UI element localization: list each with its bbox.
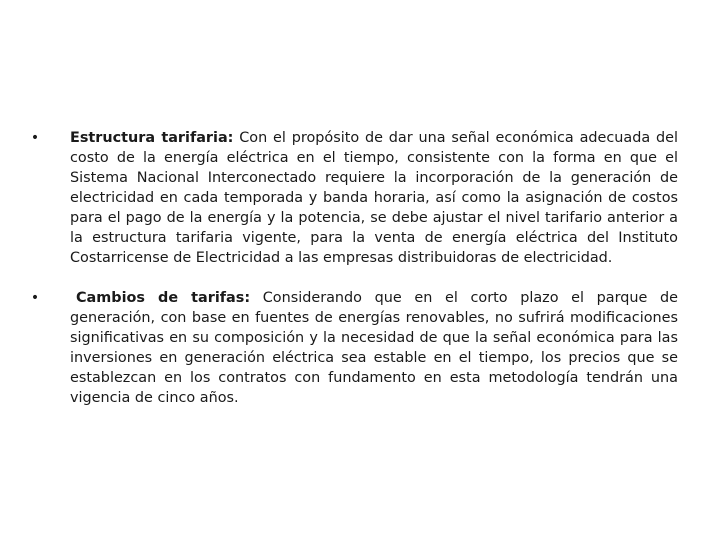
bullet-body: Con el propósito de dar una señal económica adecuada del costo de la energía eléctrica en el tiempo, consistente con la forma en que el Sistema Nacional Interconectado requiere la incorporación de la generación de electricidad en cada temporada y banda horaria, así como la asignación de costos para el pago de la energía y la potencia, se debe ajustar el nivel tarifario anterior a la estructura tarifaria vigente, para la venta de energía eléctrica del Instituto Costarricense de Electricidad a las empresas distribuidoras de electricidad.	[70, 130, 678, 266]
bullet-term: Cambios de tarifas:	[76, 290, 251, 306]
bullet-paragraph	[70, 128, 678, 268]
bullet-list	[28, 128, 678, 428]
bullet-term: Estructura tarifaria:	[70, 130, 234, 146]
bullet-icon: •	[30, 290, 40, 306]
bullet-body: Considerando que en el corto plazo el parque de generación, con base en fuentes de energías renovables, no sufrirá modificaciones significativas en su composición y la necesidad de que la señal económica para las inversiones en generación eléctrica sea estable en el tiempo, los precios que se establezcan en los contratos con fundamento en esta metodología tendrán una vigencia de cinco años.	[70, 290, 679, 406]
bullet-paragraph	[70, 288, 678, 408]
bullet-icon: •	[30, 130, 40, 146]
bullet-item-estructura-tarifaria	[28, 128, 678, 268]
bullet-item-cambios-de-tarifas	[28, 288, 678, 408]
